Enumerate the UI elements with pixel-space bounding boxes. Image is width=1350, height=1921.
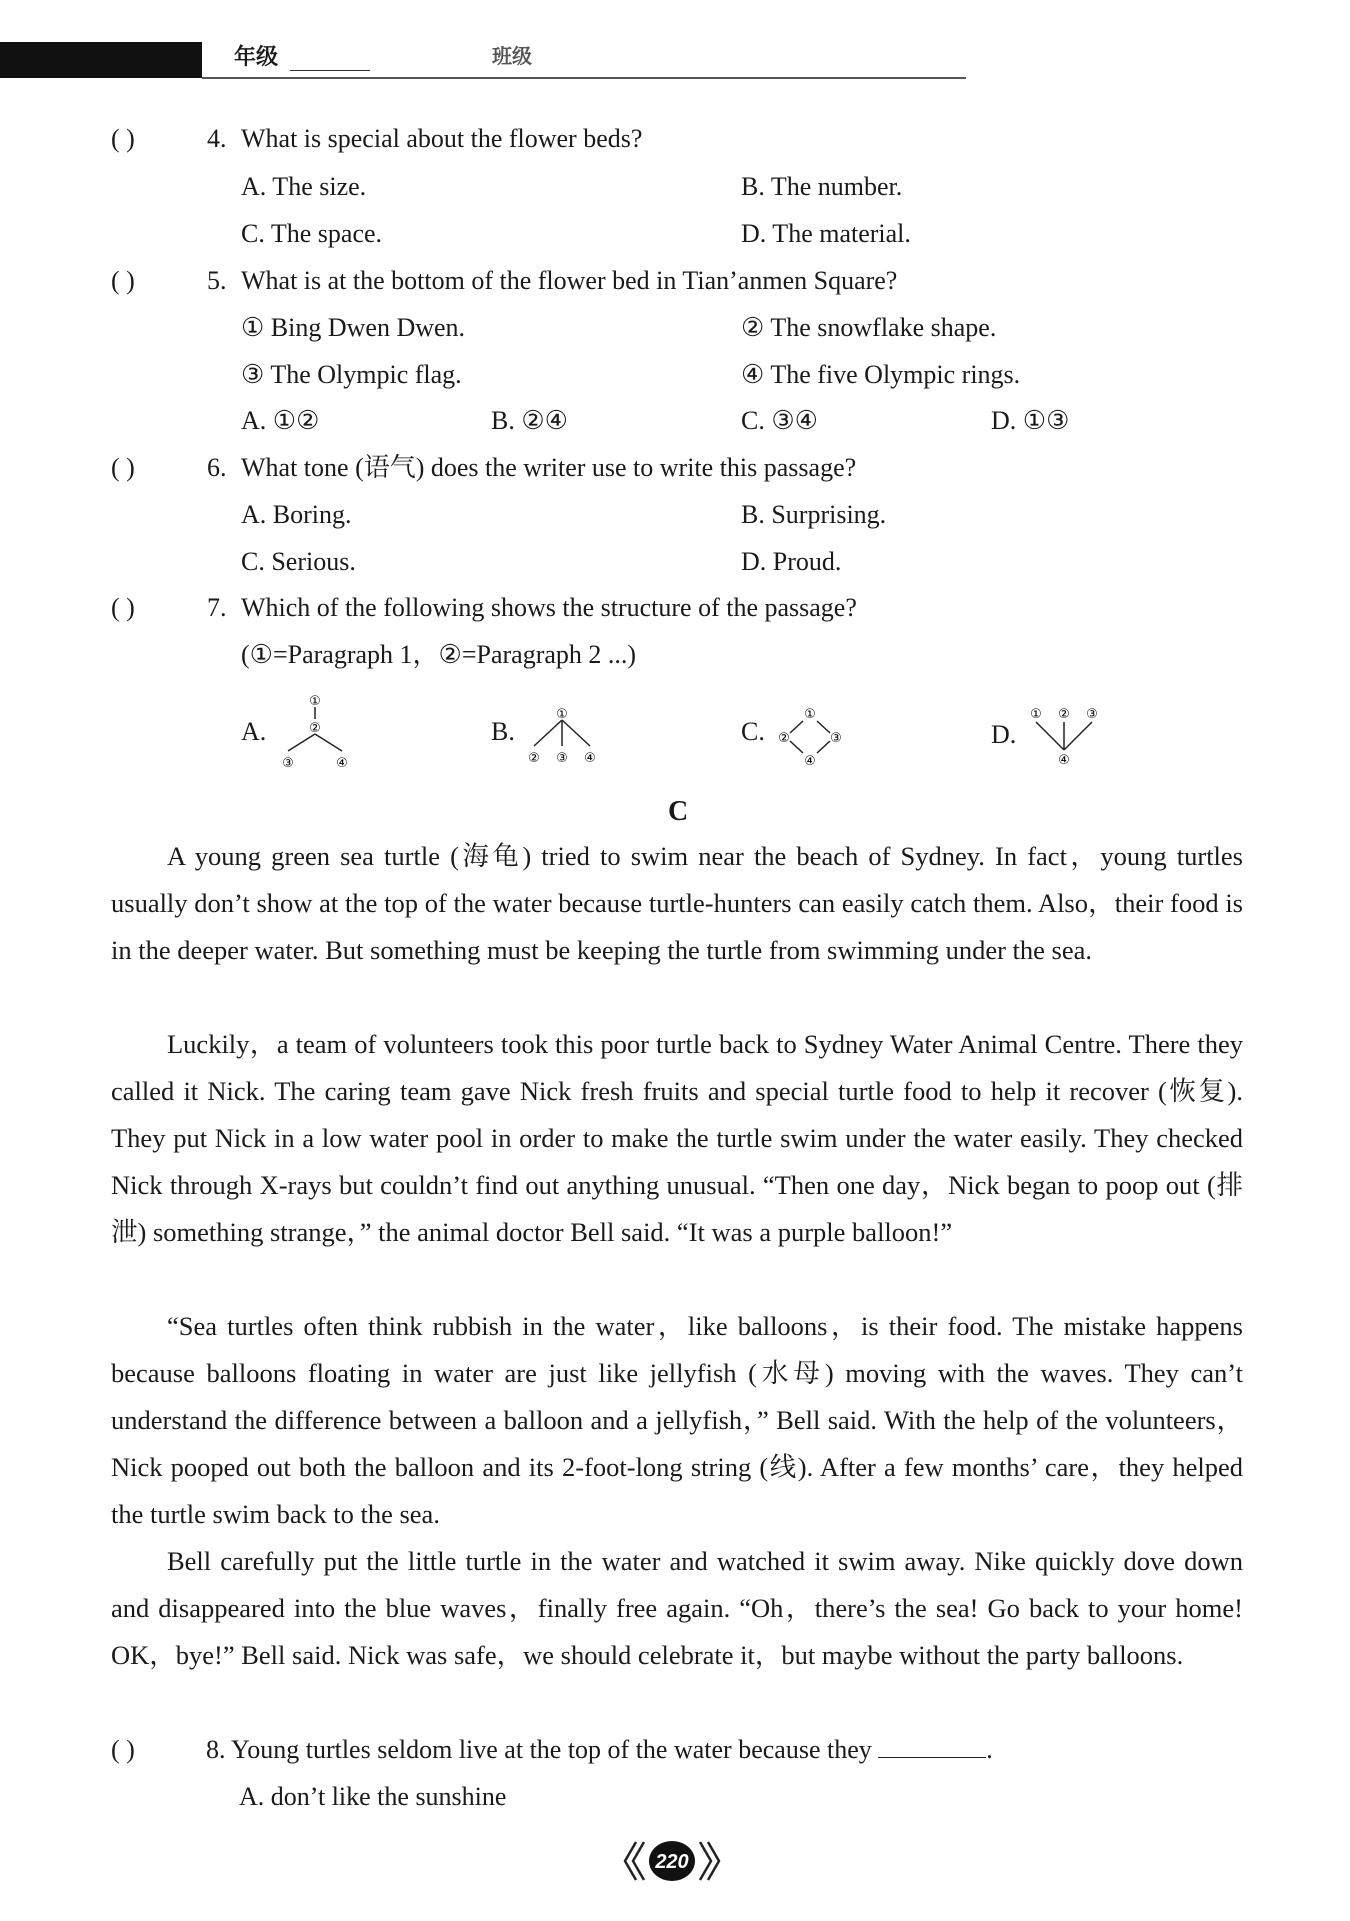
q7-answer-paren[interactable]: ( ) bbox=[111, 593, 135, 622]
diag-a-p3: ③ bbox=[282, 756, 294, 771]
q6-option-a: A. Boring. bbox=[241, 500, 352, 529]
section-title: C bbox=[668, 796, 689, 827]
class-label: 班级 bbox=[492, 44, 532, 68]
grade-blank bbox=[290, 70, 370, 71]
q5-option-b: B. ②④ bbox=[491, 406, 568, 435]
q4-option-c: C. The space. bbox=[241, 219, 383, 248]
diag-d-p1: ① bbox=[1030, 707, 1042, 722]
q7-option-c: C. bbox=[741, 717, 765, 746]
q7-text: Which of the following shows the structure of the passage? bbox=[241, 593, 857, 622]
q5-item-2: ② The snowflake shape. bbox=[741, 313, 997, 342]
q4-text: What is special about the flower beds? bbox=[241, 124, 643, 153]
q8-text: Young turtles seldom live at the top of the water because they bbox=[231, 1735, 872, 1764]
diag-d-p2: ② bbox=[1058, 707, 1070, 722]
q8-end: . bbox=[986, 1735, 993, 1764]
q5-number: 5. bbox=[207, 266, 227, 295]
q6-option-d: D. Proud. bbox=[741, 547, 842, 576]
q7-diagram-c bbox=[770, 700, 850, 770]
q8-option-a: A. don’t like the sunshine bbox=[239, 1782, 507, 1811]
diag-b-p2: ② bbox=[528, 751, 540, 766]
diag-c-p1: ① bbox=[804, 707, 816, 722]
diag-c-p3: ③ bbox=[830, 731, 842, 746]
diag-d-p3: ③ bbox=[1086, 707, 1098, 722]
diag-a-p1: ① bbox=[309, 694, 321, 709]
q5-option-a: A. ①② bbox=[241, 406, 320, 435]
passage-paragraph-1: A young green sea turtle (海龟) tried to swim near the beach of Sydney. In fact，young turtles usually don’t show at the top of the water because turtle-hunters can easily catch them. Also，their food is in the deeper water. But something must be keeping the turtle from swimming under the sea. bbox=[111, 841, 1243, 965]
diag-a-p4: ④ bbox=[336, 756, 348, 771]
q8-line bbox=[206, 1735, 993, 1765]
q6-text: What tone (语气) does the writer use to write this passage? bbox=[241, 453, 857, 482]
diag-b-p1: ① bbox=[556, 707, 568, 722]
q7-diagram-b bbox=[520, 700, 600, 770]
diag-b-p4: ④ bbox=[584, 751, 596, 766]
q6-answer-paren[interactable]: ( ) bbox=[111, 453, 135, 482]
q5-item-4: ④ The five Olympic rings. bbox=[741, 360, 1021, 389]
passage-paragraph-2: Luckily，a team of volunteers took this poor turtle back to Sydney Water Animal Centre. There they called it Nick. The caring team gave Nick fresh fruits and special turtle food to help it recover (恢复). They put Nick in a low water pool in order to make the turtle swim under the water easily. They checked Nick through X-rays but couldn’t find out anything unusual. “Then one day，Nick began to poop out (排泄) something strange，” the animal doctor Bell said. “It was a purple balloon!” bbox=[111, 1029, 1243, 1247]
q8-number: 8. bbox=[206, 1735, 226, 1764]
page-number-badge bbox=[622, 1836, 722, 1886]
q8-answer-paren[interactable]: ( ) bbox=[111, 1735, 135, 1764]
q5-text: What is at the bottom of the flower bed in Tian’anmen Square? bbox=[241, 266, 898, 295]
header-rule bbox=[202, 77, 966, 79]
q5-answer-paren[interactable]: ( ) bbox=[111, 266, 135, 295]
q7-diagram-a bbox=[270, 686, 360, 776]
q5-item-3: ③ The Olympic flag. bbox=[241, 360, 462, 389]
diag-a-p2: ② bbox=[309, 721, 321, 736]
q4-number: 4. bbox=[207, 124, 227, 153]
passage-paragraph-3: “Sea turtles often think rubbish in the water，like balloons，is their food. The mistake happens because balloons floating in water are just like jellyfish (水母) moving with the waves. They can’t understand the difference between a balloon and a jellyfish，” Bell said. With the help of the volunteers，Nick pooped out both the balloon and its 2-foot-long string (线). After a few months’ care，they helped the turtle swim back to the sea. bbox=[111, 1311, 1243, 1529]
diag-d-p4: ④ bbox=[1058, 753, 1070, 768]
grade-label: 年级 bbox=[234, 45, 279, 70]
q5-item-1: ① Bing Dwen Dwen. bbox=[241, 313, 466, 342]
q6-number: 6. bbox=[207, 453, 227, 482]
diag-b-p3: ③ bbox=[556, 751, 568, 766]
q4-option-b: B. The number. bbox=[741, 172, 903, 201]
q7-diagram-d bbox=[1024, 700, 1104, 770]
passage-paragraph-4: Bell carefully put the little turtle in the water and watched it swim away. Nike quickly dove down and disappeared into the blue waves，finally free again. “Oh，there’s the sea! Go back to your home! OK，bye!” Bell said. Nick was safe，we should celebrate it，but maybe without the party balloons. bbox=[111, 1546, 1243, 1670]
q7-option-d: D. bbox=[991, 720, 1017, 749]
q7-number: 7. bbox=[207, 593, 227, 622]
right-chevron-icon bbox=[700, 1842, 719, 1880]
diag-c-p2: ② bbox=[778, 731, 790, 746]
q4-answer-paren[interactable]: ( ) bbox=[111, 124, 135, 153]
q4-option-a: A. The size. bbox=[241, 172, 367, 201]
q8-blank[interactable] bbox=[878, 1735, 986, 1758]
page-number: 220 bbox=[655, 1851, 689, 1873]
q7-option-a: A. bbox=[241, 717, 267, 746]
q4-option-d: D. The material. bbox=[741, 219, 911, 248]
header-bar bbox=[0, 42, 202, 78]
left-chevron-icon bbox=[625, 1842, 644, 1880]
q5-option-d: D. ①③ bbox=[991, 406, 1070, 435]
q7-option-b: B. bbox=[491, 717, 515, 746]
q7-note: (①=Paragraph 1，②=Paragraph 2 ...) bbox=[241, 640, 637, 669]
diag-c-p4: ④ bbox=[804, 754, 816, 769]
q6-option-b: B. Surprising. bbox=[741, 500, 887, 529]
q5-option-c: C. ③④ bbox=[741, 406, 818, 435]
q6-option-c: C. Serious. bbox=[241, 547, 356, 576]
